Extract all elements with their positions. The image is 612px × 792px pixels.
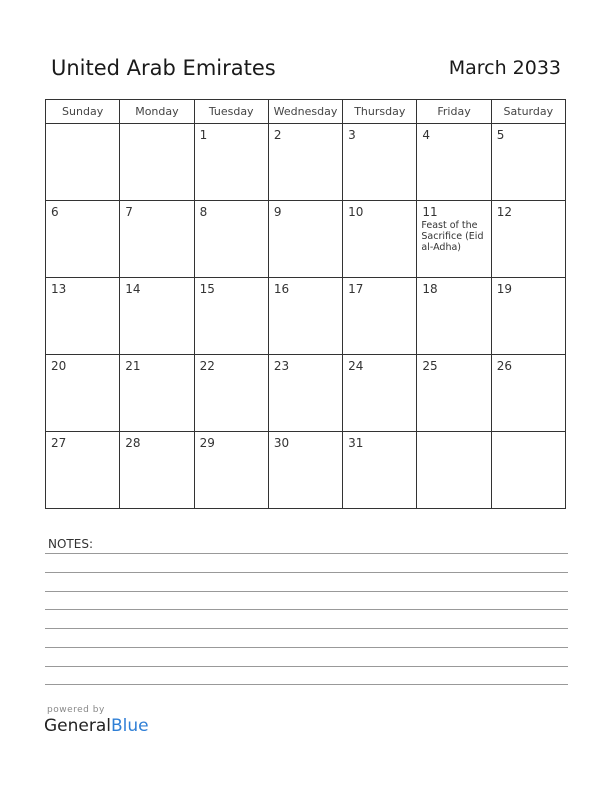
- day-cell: [194, 124, 268, 201]
- day-cell: [491, 432, 565, 509]
- day-number: 18: [422, 282, 438, 296]
- day-number: 30: [273, 436, 290, 450]
- notes-label: NOTES:: [48, 537, 93, 551]
- day-number: 27: [51, 436, 67, 450]
- day-cell: [417, 201, 491, 278]
- day-number: [120, 124, 193, 128]
- day-number: 6: [51, 205, 59, 219]
- day-cell: [46, 355, 120, 432]
- day-cell: [491, 201, 565, 278]
- day-number: 4: [422, 128, 431, 142]
- day-number: 10: [348, 205, 364, 219]
- day-cell: [194, 201, 268, 278]
- day-cell: [417, 278, 491, 355]
- weekday-wednesday: Wednesday: [268, 100, 342, 124]
- day-cell: [343, 201, 417, 278]
- country-title: United Arab Emirates: [51, 56, 276, 80]
- day-cell: [120, 355, 194, 432]
- notes-line: [45, 647, 568, 648]
- notes-line: [45, 609, 568, 610]
- day-number: 2: [273, 128, 282, 142]
- notes-line: [45, 553, 568, 554]
- day-cell: [46, 124, 120, 201]
- day-cell: [120, 201, 194, 278]
- day-cell: [268, 355, 342, 432]
- day-cell: [491, 124, 565, 201]
- day-number: 15: [199, 282, 215, 296]
- weekday-saturday: Saturday: [491, 100, 565, 124]
- powered-by-text: powered by: [47, 705, 105, 715]
- day-number: 16: [273, 282, 290, 296]
- holiday-label: Feast of the Sacrifice (Eid al-Adha): [421, 220, 484, 253]
- notes-line: [45, 628, 568, 629]
- notes-line: [45, 591, 568, 592]
- day-number: 5: [496, 128, 505, 142]
- brand-part-general: General: [44, 716, 111, 736]
- day-cell: [417, 124, 491, 201]
- day-cell: [268, 278, 342, 355]
- day-number: 20: [51, 359, 67, 373]
- day-cell: [194, 278, 268, 355]
- day-number: 14: [125, 282, 141, 296]
- day-number: 19: [496, 282, 512, 296]
- day-cell: [491, 278, 565, 355]
- day-cell: [491, 355, 565, 432]
- weekday-monday: Monday: [120, 100, 194, 124]
- notes-line: [45, 666, 568, 667]
- weekday-header-row: [46, 100, 566, 124]
- day-cell: [194, 432, 268, 509]
- day-number: [492, 432, 565, 436]
- weekday-thursday: Thursday: [343, 100, 417, 124]
- week-row: [46, 201, 566, 278]
- day-cell: [343, 355, 417, 432]
- day-number: 23: [273, 359, 290, 373]
- day-number: 28: [125, 436, 141, 450]
- day-cell: [268, 432, 342, 509]
- day-number: 29: [199, 436, 215, 450]
- week-row: [46, 432, 566, 509]
- brand-logo: [44, 716, 149, 736]
- day-number: 7: [125, 205, 133, 219]
- day-number: 26: [496, 359, 512, 373]
- weekday-sunday: Sunday: [46, 100, 120, 124]
- day-number: 8: [199, 205, 208, 219]
- notes-line: [45, 684, 568, 685]
- month-title: March 2033: [448, 57, 561, 79]
- calendar-grid: [45, 99, 566, 509]
- day-cell: [120, 432, 194, 509]
- day-number: 17: [348, 282, 364, 296]
- weekday-tuesday: Tuesday: [194, 100, 268, 124]
- day-number: 24: [348, 359, 364, 373]
- week-row: [46, 355, 566, 432]
- day-number: 22: [199, 359, 215, 373]
- day-number: 11: [422, 205, 438, 219]
- day-number: 9: [273, 205, 282, 219]
- day-number: [417, 432, 490, 436]
- day-cell: [120, 124, 194, 201]
- day-number: [46, 124, 119, 128]
- day-cell: [268, 124, 342, 201]
- day-cell: [417, 432, 491, 509]
- day-cell: [46, 278, 120, 355]
- day-number: 12: [496, 205, 512, 219]
- day-number: 21: [125, 359, 141, 373]
- day-cell: [417, 355, 491, 432]
- day-cell: [46, 201, 120, 278]
- day-number: 25: [422, 359, 438, 373]
- day-number: 13: [51, 282, 67, 296]
- day-cell: [268, 201, 342, 278]
- day-cell: [343, 278, 417, 355]
- day-cell: [46, 432, 120, 509]
- week-row: [46, 278, 566, 355]
- notes-line: [45, 572, 568, 573]
- brand-part-blue: Blue: [111, 716, 149, 736]
- day-cell: [343, 124, 417, 201]
- day-cell: [343, 432, 417, 509]
- day-number: 31: [348, 436, 364, 450]
- week-row: [46, 124, 566, 201]
- day-cell: [194, 355, 268, 432]
- day-number: 3: [348, 128, 356, 142]
- day-cell: [120, 278, 194, 355]
- day-number: 1: [199, 128, 208, 142]
- weekday-friday: Friday: [417, 100, 491, 124]
